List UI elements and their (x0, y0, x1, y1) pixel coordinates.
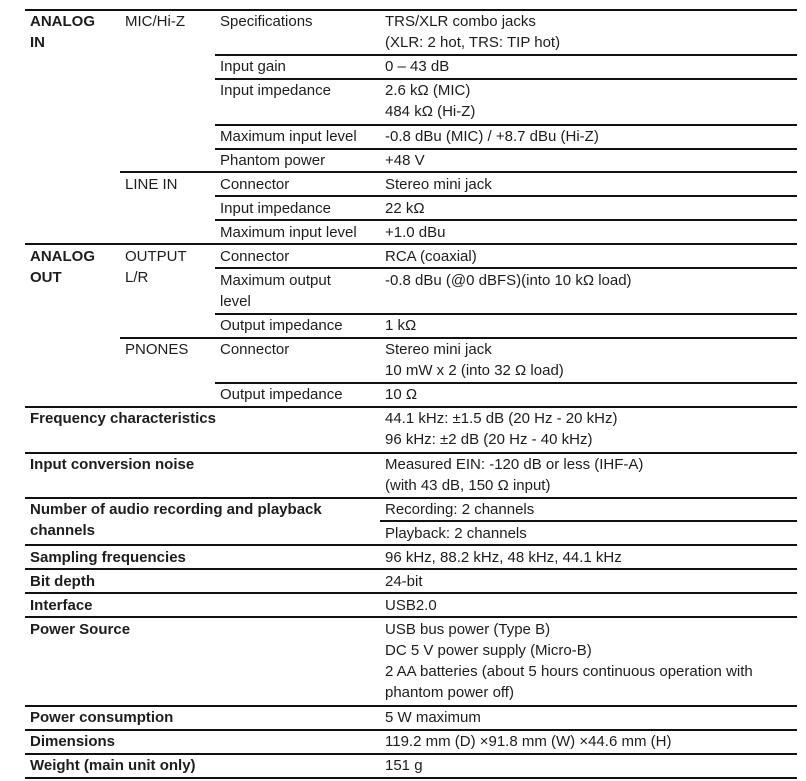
rule (215, 54, 797, 56)
spec-value: USB bus power (Type B) (385, 621, 551, 638)
spec-value: 44.1 kHz: ±1.5 dB (20 Hz - 20 kHz) (385, 410, 618, 427)
spec-value: 96 kHz: ±2 dB (20 Hz - 40 kHz) (385, 431, 593, 448)
spec-value: 2.6 kΩ (MIC) (385, 82, 471, 99)
spec-value: +1.0 dBu (385, 224, 446, 241)
rule (25, 592, 797, 594)
rule (25, 544, 797, 546)
spec-name: Specifications (220, 13, 313, 30)
spec-value: 24-bit (385, 573, 423, 590)
spec-value: 484 kΩ (Hi-Z) (385, 103, 476, 120)
spec-value: 96 kHz, 88.2 kHz, 48 kHz, 44.1 kHz (385, 549, 622, 566)
spec-value: 1 kΩ (385, 317, 417, 334)
subgroup-label-line-in: LINE IN (125, 176, 178, 193)
spec-name: Power Source (30, 621, 131, 638)
rule (25, 777, 797, 779)
spec-value: -0.8 dBu (@0 dBFS)(into 10 kΩ load) (385, 272, 632, 289)
spec-value: 2 AA batteries (about 5 hours continuous operation with (385, 663, 753, 680)
rule (25, 568, 797, 570)
spec-name: Input impedance (220, 200, 331, 217)
group-label-analog-out: ANALOG OUT (30, 248, 95, 286)
spec-name: Output impedance (220, 317, 343, 334)
spec-value: Stereo mini jack (385, 341, 492, 358)
spec-value: 10 Ω (385, 386, 418, 403)
rule (380, 520, 797, 522)
spec-name: Power consumption (30, 709, 174, 726)
spec-name: Input impedance (220, 82, 331, 99)
spec-value: -0.8 dBu (MIC) / +8.7 dBu (Hi-Z) (385, 128, 599, 145)
spec-value: Measured EIN: -120 dB or less (IHF-A) (385, 456, 644, 473)
spec-name: Maximum input level (220, 224, 357, 241)
spec-name: Input conversion noise (30, 456, 195, 473)
spec-name: Phantom power (220, 152, 326, 169)
spec-value: USB2.0 (385, 597, 437, 614)
spec-value: Playback: 2 channels (385, 525, 527, 542)
rule (120, 171, 797, 173)
spec-name: Output impedance (220, 386, 343, 403)
spec-value: Stereo mini jack (385, 176, 492, 193)
spec-name: Connector (220, 248, 290, 265)
spec-name: Connector (220, 341, 290, 358)
rule (215, 267, 797, 269)
spec-name: Interface (30, 597, 93, 614)
rule (215, 219, 797, 221)
spec-name: Bit depth (30, 573, 95, 590)
spec-name: Weight (main unit only) (30, 757, 196, 774)
spec-name: Frequency characteristics (30, 410, 216, 427)
spec-value: 22 kΩ (385, 200, 425, 217)
spec-value: DC 5 V power supply (Micro-B) (385, 642, 592, 659)
group-label-analog-in: ANALOG IN (30, 13, 95, 51)
rule (215, 195, 797, 197)
spec-value: phantom power off) (385, 684, 514, 701)
spec-name: Number of audio recording and playback channels (30, 501, 322, 539)
spec-value: Recording: 2 channels (385, 501, 535, 518)
spec-value: 119.2 mm (D) ×91.8 mm (W) ×44.6 mm (H) (385, 733, 672, 750)
spec-value: +48 V (385, 152, 425, 169)
spec-value: (with 43 dB, 150 Ω input) (385, 477, 551, 494)
spec-name: Connector (220, 176, 290, 193)
spec-value: 151 g (385, 757, 423, 774)
subgroup-label-mic-hiz: MIC/Hi-Z (125, 13, 185, 30)
spec-name: Maximum input level (220, 128, 357, 145)
spec-value: 5 W maximum (385, 709, 481, 726)
rule (25, 616, 797, 618)
spec-name: Sampling frequencies (30, 549, 186, 566)
spec-value: 0 – 43 dB (385, 58, 450, 75)
rule (25, 243, 797, 245)
spec-name: Maximum output level (220, 272, 331, 310)
spec-value: TRS/XLR combo jacks (385, 13, 536, 30)
subgroup-label-output-lr: OUTPUT L/R (125, 248, 187, 286)
spec-value: 10 mW x 2 (into 32 Ω load) (385, 362, 564, 379)
spec-name: Input gain (220, 58, 286, 75)
subgroup-label-phones: PNONES (125, 341, 189, 358)
spec-value: (XLR: 2 hot, TRS: TIP hot) (385, 34, 561, 51)
spec-value: RCA (coaxial) (385, 248, 477, 265)
spec-name: Dimensions (30, 733, 116, 750)
